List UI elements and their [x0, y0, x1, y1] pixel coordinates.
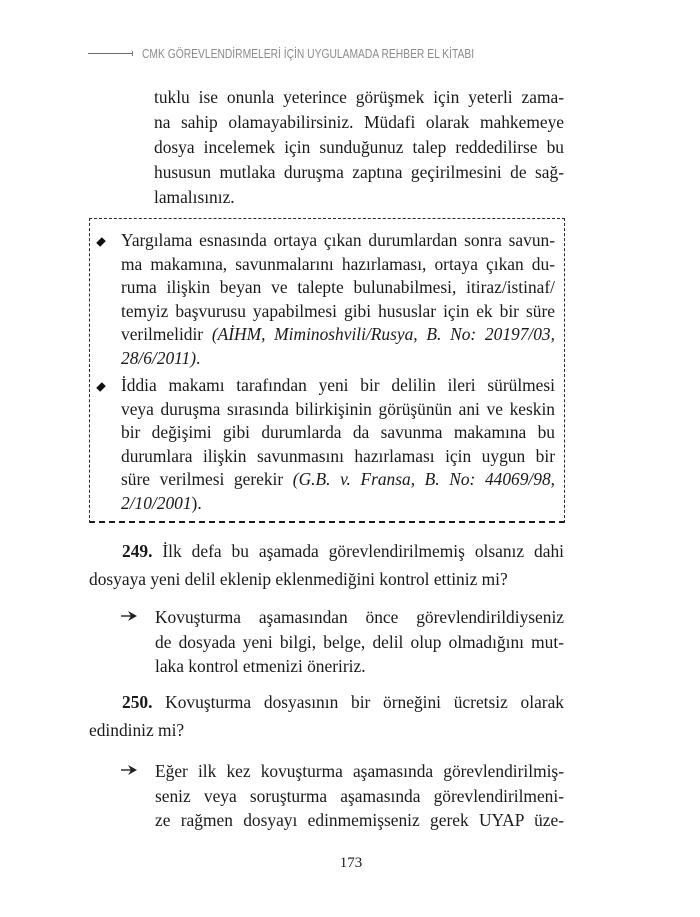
box-item-text	[121, 374, 555, 516]
case-citation: 2/10/2001	[121, 492, 192, 513]
diamond-bullet-icon	[96, 237, 106, 247]
question-text: Kovuşturma dosyasının bir örneğini ücretsiz olarak	[152, 692, 564, 712]
box-line: Yargılama esnasında ortaya çıkan durumlardan sonra savun-	[121, 230, 555, 250]
box-line	[121, 323, 555, 347]
box-line: ma makamına, savunmalarını hazırlaması, ortaya çıkan du-	[121, 253, 555, 274]
case-law-box	[89, 218, 565, 523]
diamond-bullet-icon	[96, 382, 106, 392]
question-249	[89, 537, 564, 593]
case-citation: (AİHM, Miminoshvili/Rusya, B. No: 20197/03,	[211, 324, 555, 345]
box-text-plain: .	[196, 347, 201, 368]
running-header	[88, 42, 568, 64]
answer-line: Eğer ilk kez kovuşturma aşamasında görevlendirilmiş-	[155, 761, 564, 781]
box-line: veya duruşma sırasında bilirkişinin görüşünün ani ve keskin	[121, 398, 555, 419]
question-line: edindiniz mi?	[89, 720, 185, 740]
intro-paragraph	[154, 85, 564, 210]
box-text-plain: ).	[191, 492, 202, 513]
answer-line: seniz veya soruşturma aşamasında görevlendirilmeni-	[155, 785, 564, 806]
case-citation: 28/6/2011)	[121, 347, 197, 368]
page-number: 173	[339, 855, 363, 871]
intro-line: hususun mutlaka duruşma zaptına geçirilmesini de sağ-	[154, 162, 564, 182]
answer-text	[155, 759, 564, 833]
question-text: İlk defa bu aşamada görevlendirilmemiş olsanız dahi	[152, 541, 564, 561]
intro-line: dosya incelemek için sunduğunuz talep reddedilirse bu	[154, 137, 564, 157]
box-line: temyiz başvurusu yapabilmesi gibi hususlar için ek bir süre	[121, 300, 555, 321]
question-number: 250.	[122, 692, 153, 712]
question-line	[89, 537, 564, 565]
answer-line: de dosyada yeni bilgi, belge, delil olup olmadığını mut-	[155, 631, 564, 652]
box-line	[121, 492, 555, 516]
answer-line: ze rağmen dosyayı edinmemişseniz gerek UYAP üze-	[155, 810, 564, 830]
header-rule	[88, 53, 132, 54]
answer-line: Kovuşturma aşamasından önce görevlendirildiyseniz	[155, 607, 564, 627]
box-line: bir değişimi gibi durumlarda da savunma makamına bu	[121, 422, 555, 443]
box-line: İddia makamı tarafından yeni bir delilin ileri sürülmesi	[121, 375, 555, 395]
box-text-plain: süre verilmesi gerekir	[121, 469, 293, 490]
question-line: dosyaya yeni delil eklenip eklenmediğini kontrol ettiniz mi?	[89, 569, 508, 589]
case-citation: (G.B. v. Fransa, B. No: 44069/98,	[292, 469, 555, 490]
question-250	[89, 688, 564, 744]
box-text-plain: verilmelidir	[121, 324, 212, 345]
question-line	[89, 688, 564, 716]
question-number: 249.	[122, 541, 153, 561]
box-line	[121, 468, 555, 492]
box-line: ruma ilişkin beyan ve talepte bulunabilmesi, itiraz/istinaf/	[121, 277, 555, 298]
answer-line: laka kontrol etmenizi öneririz.	[155, 656, 366, 676]
box-line: durumlara ilişkin savunmasını hazırlaması için uygun bir	[121, 445, 555, 466]
arrow-bullet-icon	[120, 609, 140, 623]
answer-text	[155, 605, 564, 679]
intro-line: tuklu ise onunla yeterince görüşmek için yeterli zama-	[154, 87, 564, 107]
arrow-bullet-icon	[120, 763, 140, 777]
intro-line: na sahip olamayabilirsiniz. Müdafi olarak mahkemeye	[154, 112, 564, 132]
running-header-title: CMK GÖREVLENDİRMELERİ İÇİN UYGULAMADA REHBER EL KİTABI	[142, 45, 475, 61]
box-line	[121, 347, 555, 371]
header-square-marker-icon	[132, 51, 134, 56]
box-item-text	[121, 229, 555, 371]
intro-line: lamalısınız.	[154, 187, 235, 207]
